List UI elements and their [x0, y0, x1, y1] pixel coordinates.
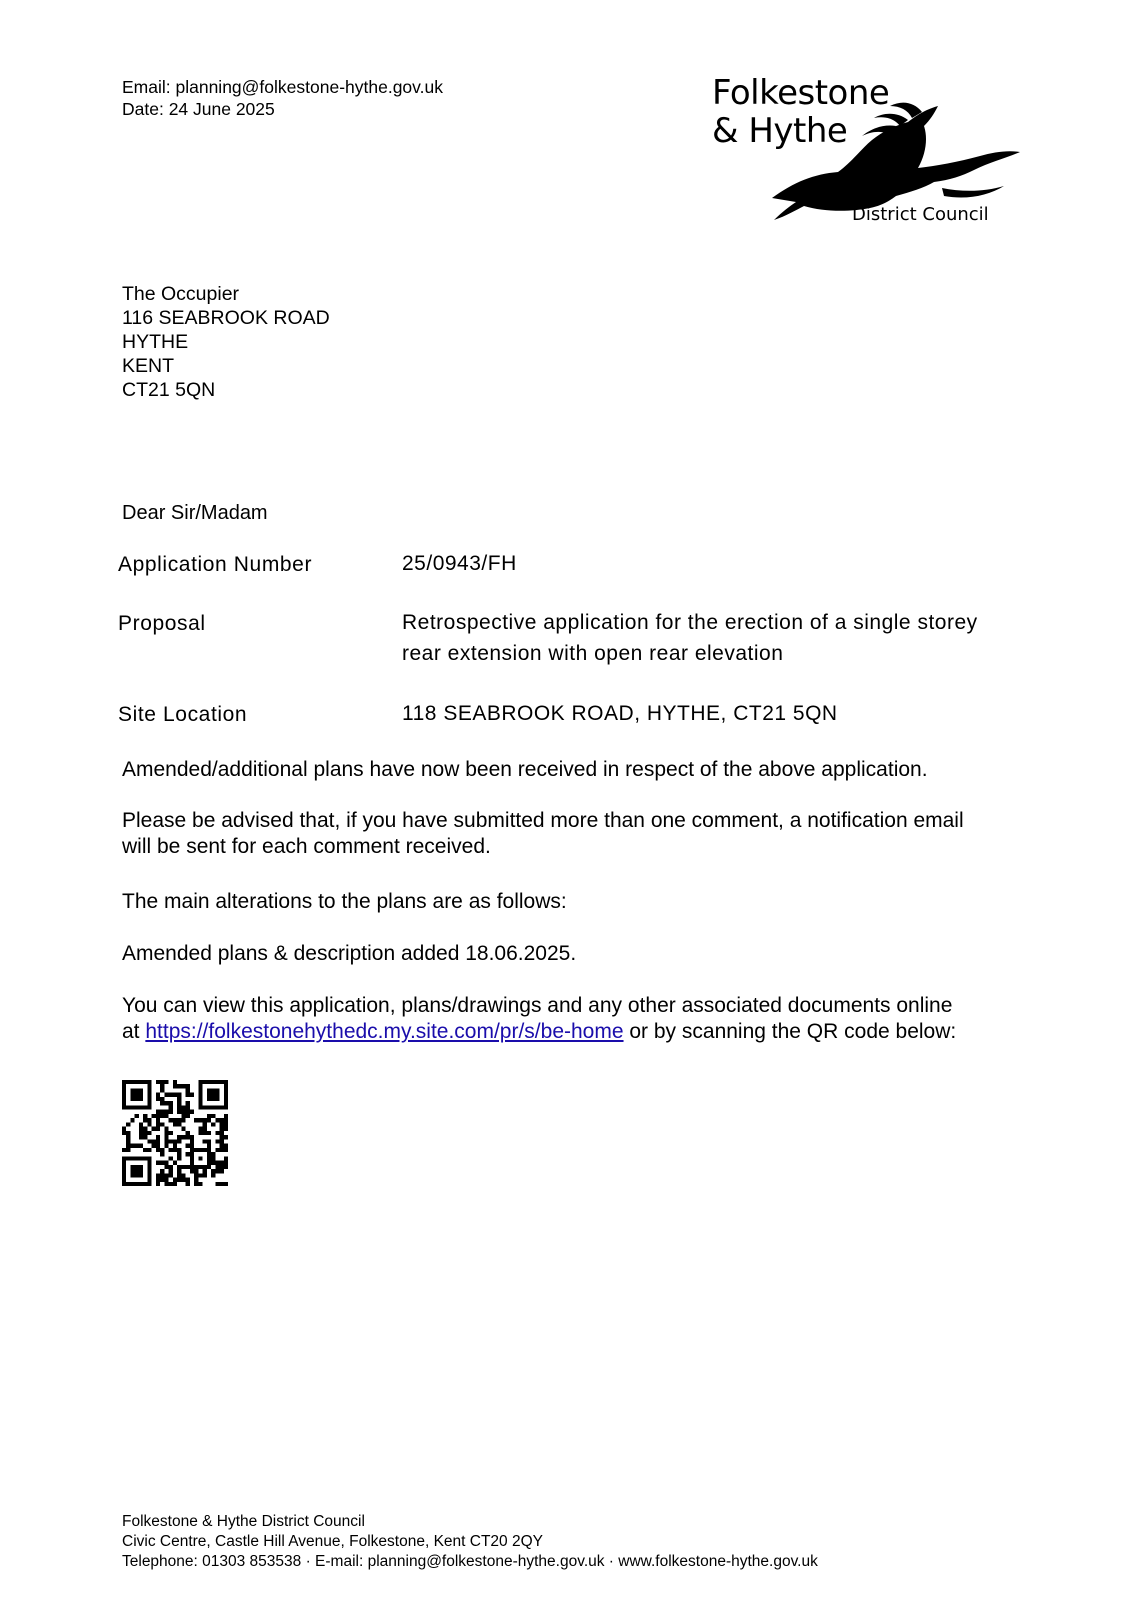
planning-portal-link[interactable]: https://folkestonehythedc.my.site.com/pr/s/be-home	[145, 1020, 624, 1043]
app-number-label: Application Number	[118, 553, 313, 576]
link-prefix: at	[122, 1020, 146, 1043]
letter-header	[122, 76, 443, 120]
body-paragraph-1: Amended/additional plans have now been received in respect of the above application.	[122, 758, 928, 781]
proposal-value	[402, 607, 1062, 669]
letter-footer	[122, 1512, 818, 1572]
address-line: 116 SEABROOK ROAD	[122, 307, 330, 329]
salutation: Dear Sir/Madam	[122, 502, 268, 524]
proposal-line: Retrospective application for the erection of a single storey	[402, 611, 978, 634]
logo-line3: District Council	[852, 204, 989, 225]
address-line: The Occupier	[122, 283, 240, 305]
recipient-address	[122, 282, 330, 402]
footer-address: Civic Centre, Castle Hill Avenue, Folkestone, Kent CT20 2QY	[122, 1533, 543, 1550]
paragraph-line	[122, 1019, 1062, 1045]
body-paragraph-2	[122, 808, 1062, 860]
site-location-value: 118 SEABROOK ROAD, HYTHE, CT21 5QN	[402, 702, 838, 725]
address-line: CT21 5QN	[122, 379, 216, 401]
footer-contact: Telephone: 01303 853538 · E-mail: planning@folkestone-hythe.gov.uk · www.folkestone-hythe.gov.uk	[122, 1553, 818, 1570]
paragraph-line: will be sent for each comment received.	[122, 835, 491, 858]
site-location-label: Site Location	[118, 703, 248, 726]
header-email: Email: planning@folkestone-hythe.gov.uk	[122, 77, 443, 97]
body-paragraph-3: The main alterations to the plans are as follows:	[122, 890, 567, 913]
qr-code-icon[interactable]	[122, 1080, 228, 1186]
app-number-value: 25/0943/FH	[402, 552, 517, 575]
header-date: Date: 24 June 2025	[122, 99, 275, 119]
paragraph-line: You can view this application, plans/drawings and any other associated documents online	[122, 994, 953, 1017]
council-logo	[712, 70, 1030, 232]
proposal-label: Proposal	[118, 612, 206, 635]
address-line: HYTHE	[122, 331, 189, 353]
logo-line2: & Hythe	[712, 111, 848, 151]
address-line: KENT	[122, 355, 175, 377]
paragraph-line: Please be advised that, if you have submitted more than one comment, a notification email	[122, 809, 964, 832]
link-suffix: or by scanning the QR code below:	[623, 1020, 957, 1043]
body-paragraph-4: Amended plans & description added 18.06.2025.	[122, 942, 577, 965]
proposal-line: rear extension with open rear elevation	[402, 642, 784, 665]
logo-line1: Folkestone	[712, 73, 890, 113]
body-paragraph-5	[122, 993, 1062, 1045]
footer-org: Folkestone & Hythe District Council	[122, 1513, 365, 1530]
